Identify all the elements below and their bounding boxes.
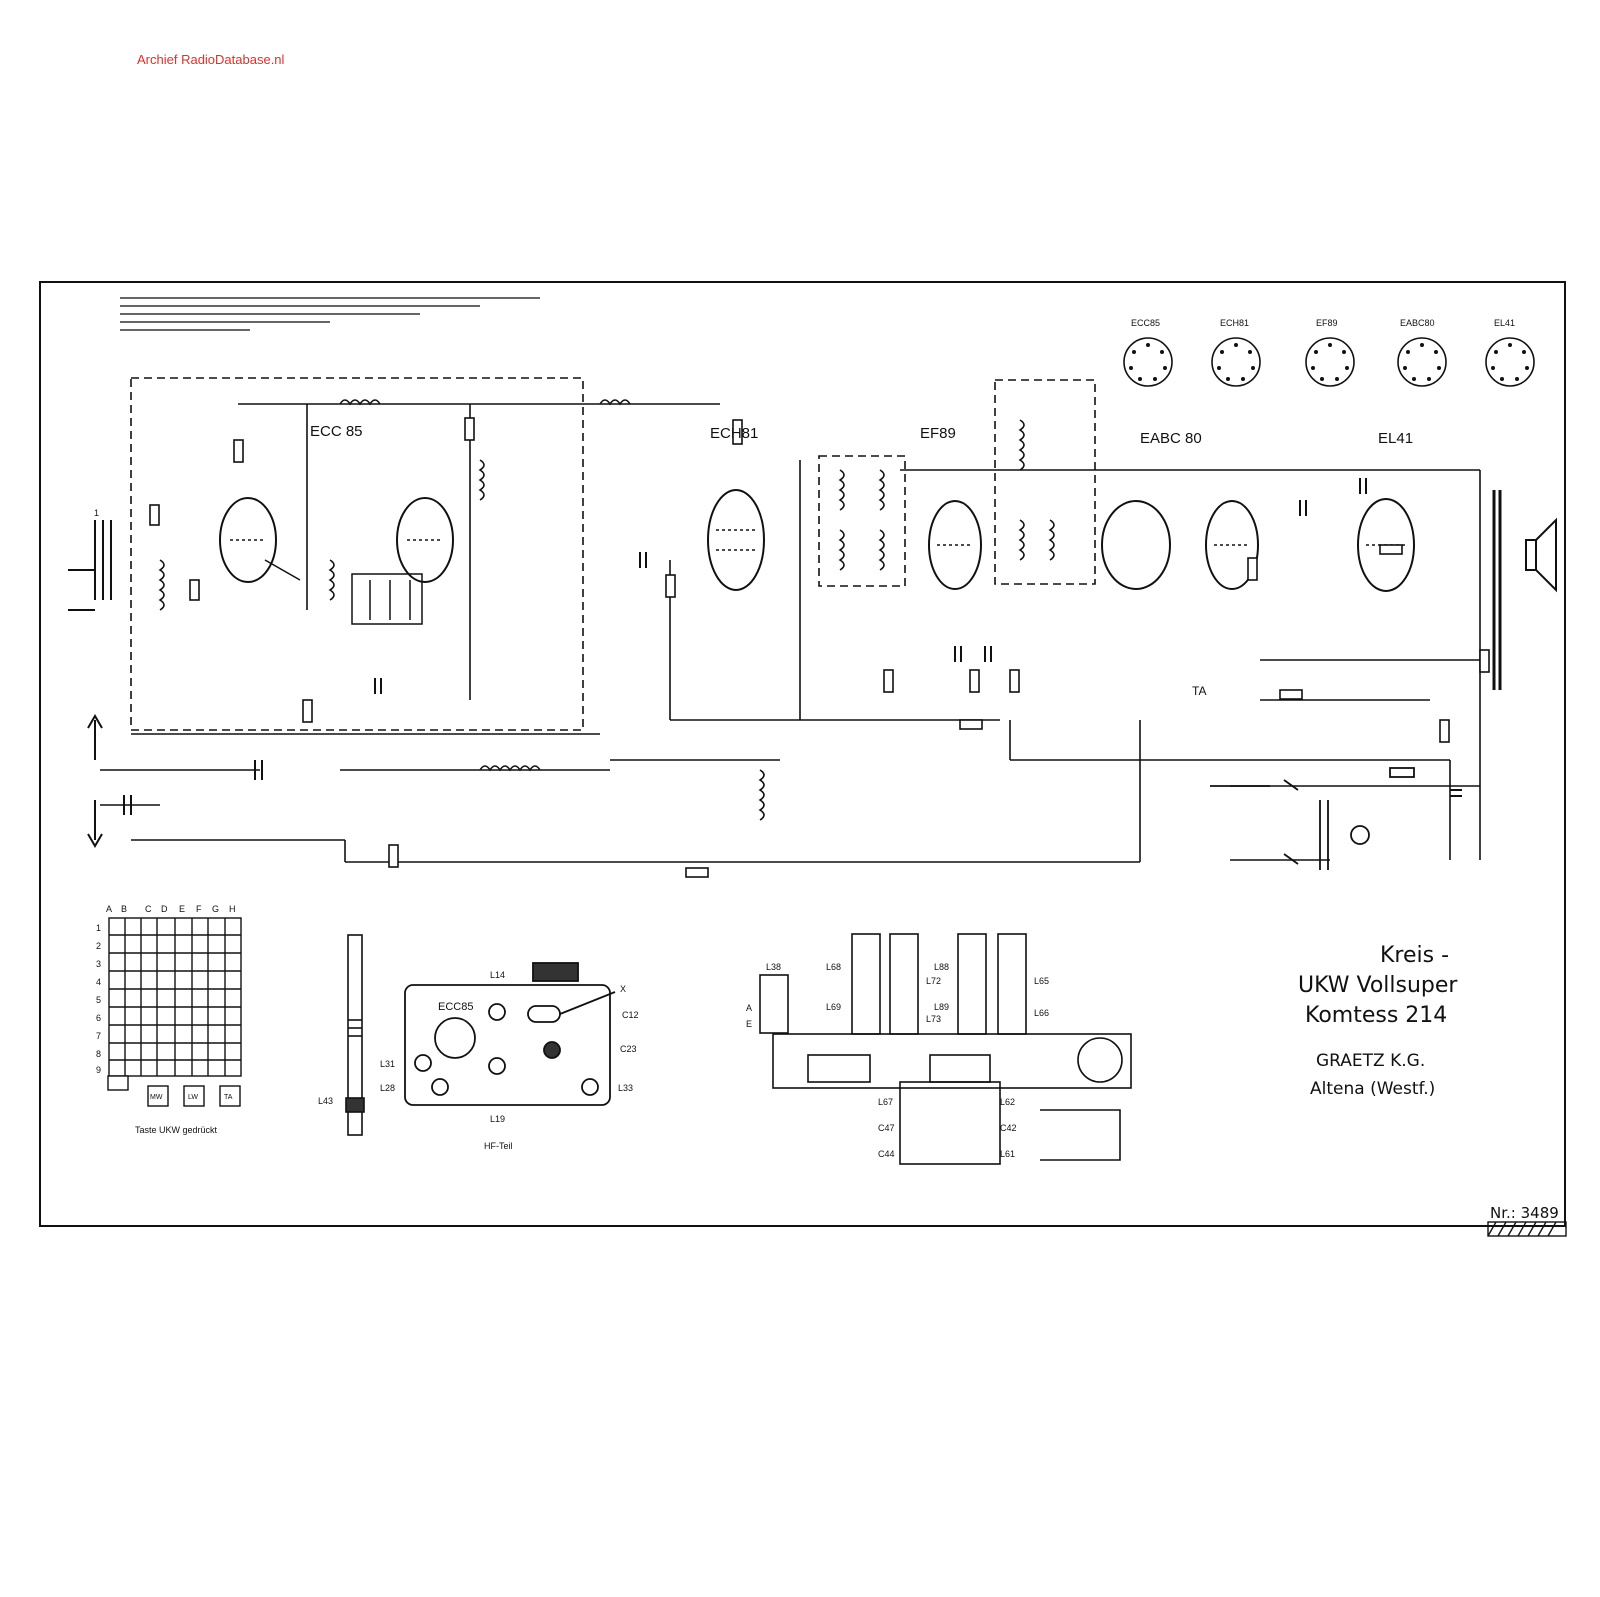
if-c44: C44 bbox=[878, 1149, 895, 1159]
if-c42: C42 bbox=[1000, 1123, 1017, 1133]
coils bbox=[160, 400, 1054, 820]
kb-col-g: G bbox=[212, 904, 220, 914]
title-line1: Kreis - bbox=[1380, 943, 1450, 968]
tube-symbols bbox=[220, 490, 1414, 591]
if-l73: L73 bbox=[926, 1014, 942, 1024]
keyboard-grid bbox=[108, 918, 241, 1106]
label-ef89: EF89 bbox=[920, 425, 956, 442]
kb-row-1: 1 bbox=[96, 923, 102, 933]
kb-col-e: E bbox=[179, 904, 186, 914]
hf-l14: L14 bbox=[490, 970, 506, 980]
if-l61: L61 bbox=[1000, 1149, 1016, 1159]
pinout-label-eabc80: EABC80 bbox=[1400, 318, 1435, 328]
maker-company: GRAETZ K.G. bbox=[1316, 1051, 1426, 1071]
notes-block bbox=[120, 298, 540, 330]
kb-row-9: 9 bbox=[96, 1065, 102, 1075]
hf-part bbox=[405, 963, 615, 1105]
hf-l31: L31 bbox=[380, 1059, 396, 1069]
if-c47: C47 bbox=[878, 1123, 895, 1133]
if-filter-box-2 bbox=[995, 380, 1095, 584]
resistors bbox=[150, 418, 1489, 877]
capacitors bbox=[124, 478, 1462, 815]
kb-col-c: C bbox=[145, 904, 152, 914]
hf-x: X bbox=[620, 984, 627, 994]
if-l66: L66 bbox=[1034, 1008, 1050, 1018]
label-ecc85: ECC 85 bbox=[310, 423, 363, 440]
ferrite-rod bbox=[346, 935, 364, 1135]
if-filter-box-1 bbox=[819, 456, 905, 586]
kb-key-mw: MW bbox=[150, 1094, 163, 1101]
hf-l28: L28 bbox=[380, 1083, 396, 1093]
title-line2: UKW Vollsuper bbox=[1298, 973, 1458, 998]
kb-col-h: H bbox=[229, 904, 236, 914]
hf-l33: L33 bbox=[618, 1083, 634, 1093]
kb-caption: Taste UKW gedrückt bbox=[135, 1125, 218, 1135]
hf-tube-label: ECC85 bbox=[438, 1001, 474, 1013]
maker-city: Altena (Westf.) bbox=[1310, 1079, 1436, 1099]
hf-caption: HF-Teil bbox=[484, 1141, 513, 1151]
title-line3: Komtess 214 bbox=[1305, 1003, 1448, 1028]
kb-row-8: 8 bbox=[96, 1049, 102, 1059]
label-eabc80: EABC 80 bbox=[1140, 430, 1202, 447]
if-l65: L65 bbox=[1034, 976, 1050, 986]
tube-eabc80 bbox=[1102, 501, 1170, 589]
number-hatch bbox=[1488, 1222, 1566, 1236]
rod-l43: L43 bbox=[318, 1096, 334, 1106]
kb-col-b: B bbox=[121, 904, 128, 914]
label-el41: EL41 bbox=[1378, 430, 1414, 447]
if-l69: L69 bbox=[826, 1002, 842, 1012]
kb-row-6: 6 bbox=[96, 1013, 102, 1023]
tube-ech81 bbox=[708, 490, 764, 590]
kb-col-f: F bbox=[196, 904, 202, 914]
output-transformer bbox=[1494, 490, 1500, 690]
kb-row-2: 2 bbox=[96, 941, 102, 951]
if-l72: L72 bbox=[926, 976, 942, 986]
pinout-pins bbox=[1129, 343, 1529, 381]
if-e: E bbox=[746, 1019, 753, 1029]
pinout-label-el41: EL41 bbox=[1494, 318, 1516, 328]
if-l89: L89 bbox=[934, 1002, 950, 1012]
kb-key-lw: LW bbox=[188, 1094, 198, 1101]
pinout-label-ef89: EF89 bbox=[1316, 318, 1338, 328]
if-l38: L38 bbox=[766, 962, 782, 972]
kb-row-7: 7 bbox=[96, 1031, 102, 1041]
hf-l19: L19 bbox=[490, 1114, 506, 1124]
kb-key-ta: TA bbox=[224, 1094, 233, 1101]
if-l88: L88 bbox=[934, 962, 950, 972]
label-antenna: 1 bbox=[94, 508, 100, 518]
kb-col-d: D bbox=[161, 904, 168, 914]
kb-row-5: 5 bbox=[96, 995, 102, 1005]
hf-c12: C12 bbox=[622, 1010, 639, 1020]
watermark-text: Archief RadioDatabase.nl bbox=[137, 52, 285, 67]
kb-col-a: A bbox=[106, 904, 113, 914]
kb-row-3: 3 bbox=[96, 959, 102, 969]
if-a: A bbox=[746, 1003, 753, 1013]
pinout-label-ech81: ECH81 bbox=[1220, 318, 1250, 328]
if-l62: L62 bbox=[1000, 1097, 1016, 1107]
label-ech81: ECH81 bbox=[710, 425, 759, 442]
drawing-number: Nr.: 3489 bbox=[1490, 1204, 1559, 1222]
label-ta: TA bbox=[1192, 684, 1207, 698]
if-l67: L67 bbox=[878, 1097, 894, 1107]
antenna-icon bbox=[68, 520, 111, 846]
pinout-label-ecc85: ECC85 bbox=[1131, 318, 1161, 328]
if-l68: L68 bbox=[826, 962, 842, 972]
tuning-capacitors bbox=[265, 560, 422, 624]
hf-c23: C23 bbox=[620, 1044, 637, 1054]
speaker-icon bbox=[1526, 520, 1556, 590]
kb-row-4: 4 bbox=[96, 977, 102, 987]
power-section bbox=[1210, 768, 1414, 870]
